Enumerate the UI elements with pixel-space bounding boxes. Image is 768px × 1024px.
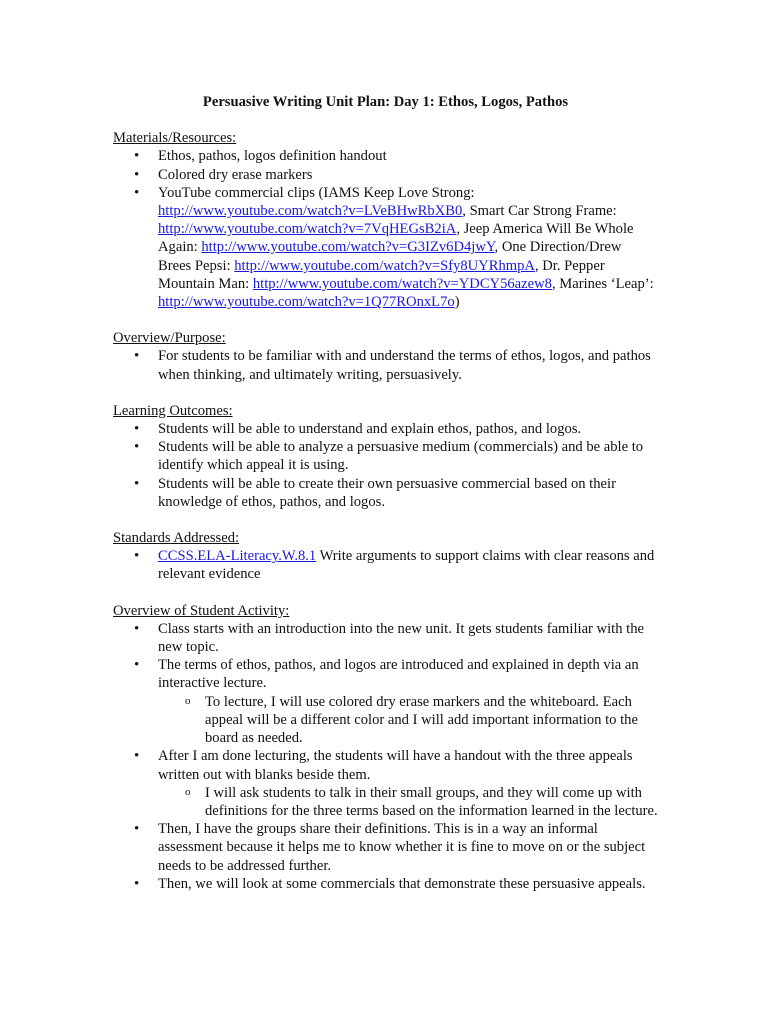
pepsi-link[interactable]: http://www.youtube.com/watch?v=Sfy8UYRhmpA [234,257,535,274]
sub-list-item: o I will ask students to talk in their small groups, and they will come up with definitions for the three terms based on the information learned in the lecture. [113,784,658,820]
clip-text: YouTube commercial clips (IAMS Keep Love Strong: [158,184,475,201]
standards-section [113,529,658,584]
clip-text: , One Direction/Drew Brees Pepsi: [158,239,622,274]
outcomes-section [113,402,658,511]
outcomes-heading: Learning Outcomes: [113,402,233,419]
list-item-youtube-clips [113,184,658,311]
list-item: • Students will be able to analyze a persuasive medium (commercials) and be able to identify which appeal it is using. [113,438,658,474]
standard-link[interactable]: CCSS.ELA-Literacy.W.8.1 [158,548,317,565]
list-item: • Students will be able to understand and explain ethos, pathos, and logos. [113,420,658,438]
materials-heading: Materials/Resources: [113,130,237,147]
outcomes-list [113,420,658,511]
standards-list [113,547,658,583]
smart-car-link[interactable]: http://www.youtube.com/watch?v=7VqHEGsB2iA [158,221,457,238]
marines-link[interactable]: http://www.youtube.com/watch?v=1Q77ROnxL7o [158,294,455,311]
page-title: Persuasive Writing Unit Plan: Day 1: Ethos, Logos, Pathos [202,94,569,110]
list-item: • Ethos, pathos, logos definition handout [113,147,658,165]
list-item: • The terms of ethos, pathos, and logos are introduced and explained in depth via an interactive lecture. [113,656,658,692]
clip-text: , Dr. Pepper Mountain Man: [158,257,605,292]
clip-text: , Jeep America Will Be Whole Again: [158,221,634,256]
clip-text: , Smart Car Strong Frame: [462,203,617,220]
list-item: • Class starts with an introduction into the new unit. It gets students familiar with the new topic. [113,620,658,656]
clip-text: , Marines ‘Leap’: [551,275,654,292]
list-item: • After I am done lecturing, the students will have a handout with the three appeals written out with blanks beside them. [113,747,658,783]
materials-section [113,129,658,311]
iams-link[interactable]: http://www.youtube.com/watch?v=LVeBHwRbXB0 [158,203,463,220]
activity-heading: Overview of Student Activity: [113,602,290,619]
list-item: • Then, we will look at some commercials that demonstrate these persuasive appeals. [113,875,658,893]
standards-heading: Standards Addressed: [113,530,240,547]
clip-text: ) [454,294,460,311]
standard-text: Write arguments to support claims with clear reasons and relevant evidence [158,548,655,583]
overview-list [113,347,658,383]
list-item: • Students will be able to create their own persuasive commercial based on their knowledge of ethos, pathos, and logos. [113,475,658,511]
list-item-standard [113,547,658,583]
sub-list-item: o To lecture, I will use colored dry erase markers and the whiteboard. Each appeal will be a different color and I will add important information to the board as needed. [113,693,658,748]
jeep-link[interactable]: http://www.youtube.com/watch?v=G3IZv6D4jwY [201,239,495,256]
list-item: • Colored dry erase markers [113,166,658,184]
activity-list [113,620,658,893]
list-item: • Then, I have the groups share their definitions. This is in a way an informal assessment because it helps me to know whether it is fine to move on or the subject needs to be addressed further. [113,820,658,875]
overview-section [113,329,658,384]
list-item: • For students to be familiar with and understand the terms of ethos, logos, and pathos when thinking, and ultimately writing, persuasively. [113,347,658,383]
activity-section [113,602,658,893]
materials-list [113,147,658,311]
overview-heading: Overview/Purpose: [113,330,226,347]
dr-pepper-link[interactable]: http://www.youtube.com/watch?v=YDCY56azew8 [252,275,552,292]
